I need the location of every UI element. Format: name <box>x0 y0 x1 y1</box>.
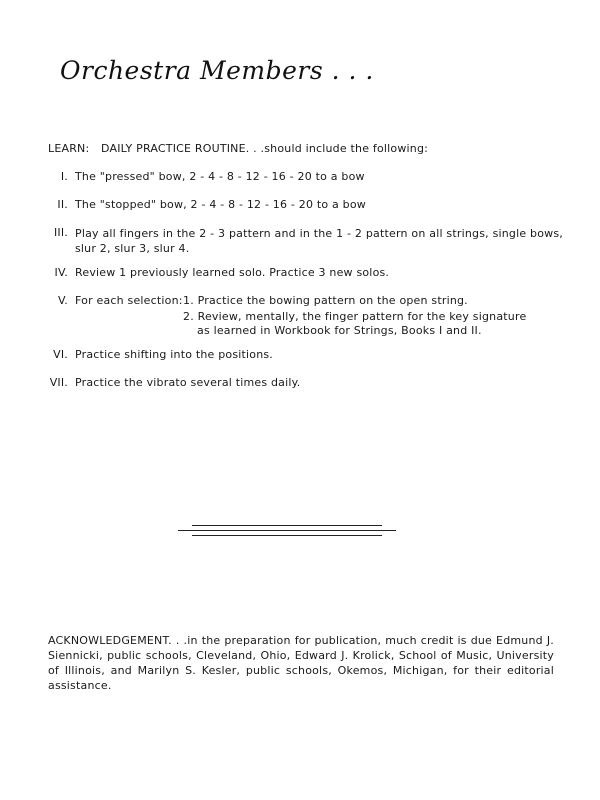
divider-line-middle <box>178 530 396 531</box>
acknowledgement: ACKNOWLEDGEMENT. . .in the preparation for publication, much credit is due Edmund J. Siennicki, public schools, Cleveland, Ohio, Edward J. Krolick, School of Music, University of Illinois, and Marilyn S. Kesler, public schools, Okemos, Michigan, for their editorial assistance. <box>48 634 554 692</box>
subitem-2: 2. Review, mentally, the finger pattern for the key signature <box>183 310 527 323</box>
learn-heading: DAILY PRACTICE ROUTINE. . .should include the following: <box>101 142 429 155</box>
learn-label: LEARN: <box>48 142 90 155</box>
divider-line-bottom <box>192 535 382 536</box>
item-text-3: Play all fingers in the 2 - 3 pattern and in the 1 - 2 pattern on all strings, single bows, slur 2, slur 3, slur 4. <box>75 227 563 255</box>
item-text-1: The "pressed" bow, 2 - 4 - 8 - 12 - 16 - 20 to a bow <box>75 170 365 183</box>
item-numeral-3: III. <box>53 226 68 239</box>
item-numeral-1: I. <box>60 170 68 183</box>
item-numeral-5: V. <box>57 294 68 307</box>
subitem-2-continued: as learned in Workbook for Strings, Books I and II. <box>197 324 482 337</box>
item-numeral-4: IV. <box>54 266 68 279</box>
item-numeral-7: VII. <box>49 376 68 389</box>
item-text-4: Review 1 previously learned solo. Practice 3 new solos. <box>75 266 390 279</box>
item-text-7: Practice the vibrato several times daily. <box>75 376 301 389</box>
item-text-2: The "stopped" bow, 2 - 4 - 8 - 12 - 16 - 20 to a bow <box>75 198 366 211</box>
page-title: Orchestra Members . . . <box>60 56 374 85</box>
subitem-1: 1. Practice the bowing pattern on the open string. <box>183 294 468 307</box>
item-text-6: Practice shifting into the positions. <box>75 348 274 361</box>
item-numeral-6: VI. <box>53 348 68 361</box>
divider-line-top <box>192 525 382 526</box>
item-numeral-2: II. <box>57 198 68 211</box>
item-text-5: For each selection: <box>75 294 183 307</box>
